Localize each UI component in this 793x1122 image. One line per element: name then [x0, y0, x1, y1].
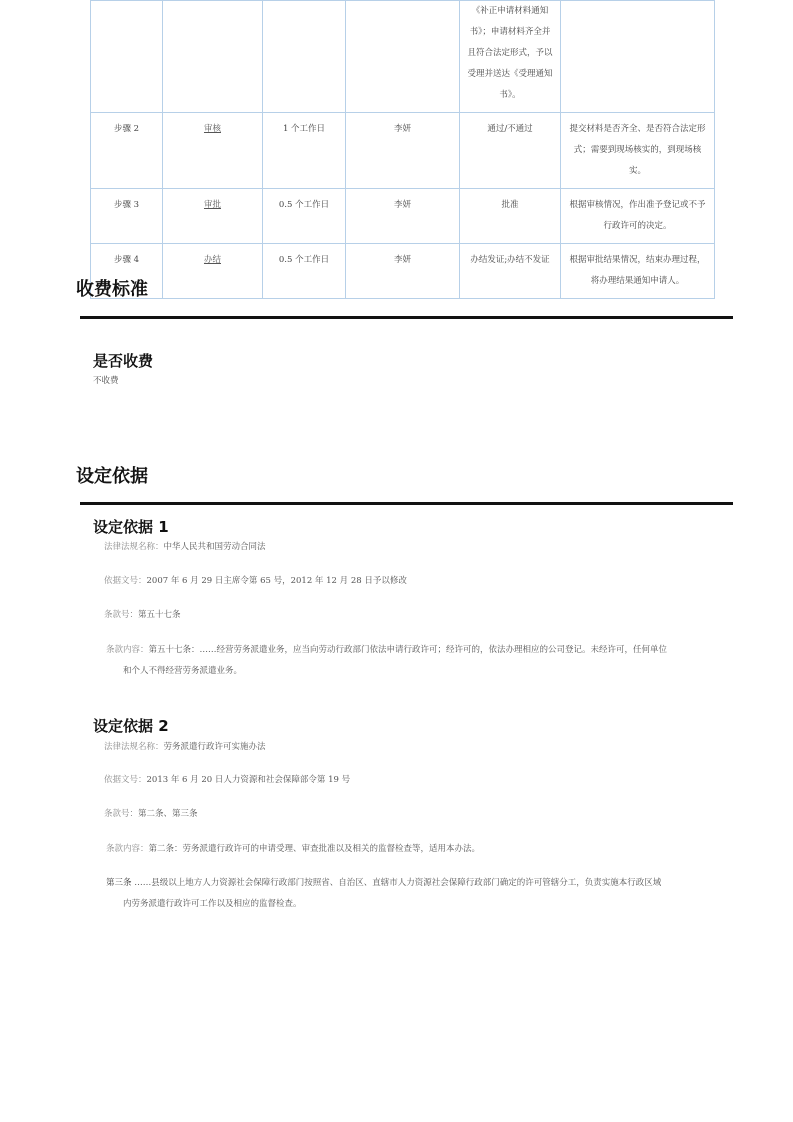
step-name-cell	[163, 113, 263, 189]
standard-cell: 根据审批结果情况，结束办理过程，将办理结果通知申请人。	[561, 244, 715, 299]
basis-1-content	[106, 643, 667, 655]
basis-1-title: 设定依据 1	[93, 518, 169, 536]
time-limit-cell	[263, 1, 346, 113]
basis-1-doc	[104, 574, 407, 586]
doc-number-value: 2013 年 6 月 20 日人力资源和社会保障部令第 19 号	[146, 775, 351, 785]
basis-2-content	[106, 842, 480, 854]
law-name-value: 中华人民共和国劳动合同法	[163, 542, 266, 552]
standard-cell: 提交材料是否齐全、是否符合法定形式；需要到现场核实的，到现场核实。	[561, 113, 715, 189]
handler-cell: 李妍	[346, 244, 460, 299]
step-cell: 步骤 2	[91, 113, 163, 189]
clause-content-label: 条款内容：	[106, 844, 149, 854]
article-3-line: ……县级以上地方人力资源社会保障行政部门按照省、自治区、直辖市人力资源社会保障行政部门确定的许可管辖分工，负责实施本行政区域	[134, 878, 662, 888]
step-name-link[interactable]: 审批	[203, 200, 221, 210]
handler-cell: 李妍	[346, 113, 460, 189]
basis-2-title: 设定依据 2	[93, 717, 169, 735]
fees-value: 不收费	[93, 376, 119, 386]
clause-number-value: 第二条、第三条	[138, 809, 198, 819]
basis-2-article-3-cont: 内劳务派遣行政许可工作以及相应的监督检查。	[123, 899, 302, 909]
result-cell: 办结发证;办结不发证	[460, 244, 561, 299]
table-row	[91, 189, 715, 244]
clause-content-label: 条款内容：	[106, 645, 149, 655]
law-name-label: 法律法规名称：	[104, 742, 164, 752]
basis-2-law	[104, 740, 266, 752]
handler-cell: 李妍	[346, 189, 460, 244]
law-name-value: 劳务派遣行政许可实施办法	[163, 742, 266, 752]
result-cell: 《补正申请材料通知书》；申请材料齐全并且符合法定形式，予以受理并送达《受理通知书》。	[460, 1, 561, 113]
fees-section-title: 收费标准	[76, 279, 148, 300]
clause-content-line: 第二条：劳务派遣行政许可的申请受理、审查批准以及相关的监督检查等，适用本办法。	[148, 844, 481, 854]
step-cell	[91, 1, 163, 113]
basis-2-clause	[104, 807, 198, 819]
step-cell: 步骤 4	[91, 244, 163, 299]
table-row	[91, 244, 715, 299]
step-name-link[interactable]: 办结	[203, 255, 221, 265]
basis-1-clause	[104, 608, 181, 620]
standard-cell: 根据审核情况，作出准予登记或不予行政许可的决定。	[561, 189, 715, 244]
basis-2-doc	[104, 773, 350, 785]
time-limit-cell: 1 个工作日	[263, 113, 346, 189]
table-row	[91, 113, 715, 189]
time-limit-cell: 0.5 个工作日	[263, 189, 346, 244]
basis-section-title: 设定依据	[76, 466, 148, 487]
table-row	[91, 1, 715, 113]
step-name-cell	[163, 244, 263, 299]
clause-number-label: 条款号：	[104, 610, 139, 620]
law-name-label: 法律法规名称：	[104, 542, 164, 552]
clause-number-value: 第五十七条	[138, 610, 181, 620]
step-name-cell	[163, 1, 263, 113]
clause-number-label: 条款号：	[104, 809, 139, 819]
time-limit-cell: 0.5 个工作日	[263, 244, 346, 299]
result-cell: 批准	[460, 189, 561, 244]
result-cell: 通过/不通过	[460, 113, 561, 189]
step-cell: 步骤 3	[91, 189, 163, 244]
step-name-link[interactable]: 审核	[203, 124, 221, 134]
doc-number-label: 依据文号：	[104, 775, 147, 785]
step-name-cell	[163, 189, 263, 244]
handler-cell	[346, 1, 460, 113]
doc-number-label: 依据文号：	[104, 576, 147, 586]
doc-number-value: 2007 年 6 月 29 日主席令第 65 号，2012 年 12 月 28 日予以修改	[146, 576, 407, 586]
basis-1-content-cont: 和个人不得经营劳务派遣业务。	[123, 666, 243, 676]
basis-1-law	[104, 540, 266, 552]
article-3-label: 第三条	[106, 878, 132, 888]
process-steps-table	[90, 0, 715, 299]
clause-content-line: 第五十七条：……经营劳务派遣业务，应当向劳动行政部门依法申请行政许可；经许可的，依法办理相应的公司登记。未经许可，任何单位	[148, 645, 668, 655]
standard-cell	[561, 1, 715, 113]
basis-2-article-3	[106, 876, 661, 888]
section-divider	[80, 502, 733, 505]
section-divider	[80, 316, 733, 319]
fees-sub-title: 是否收费	[93, 352, 154, 370]
